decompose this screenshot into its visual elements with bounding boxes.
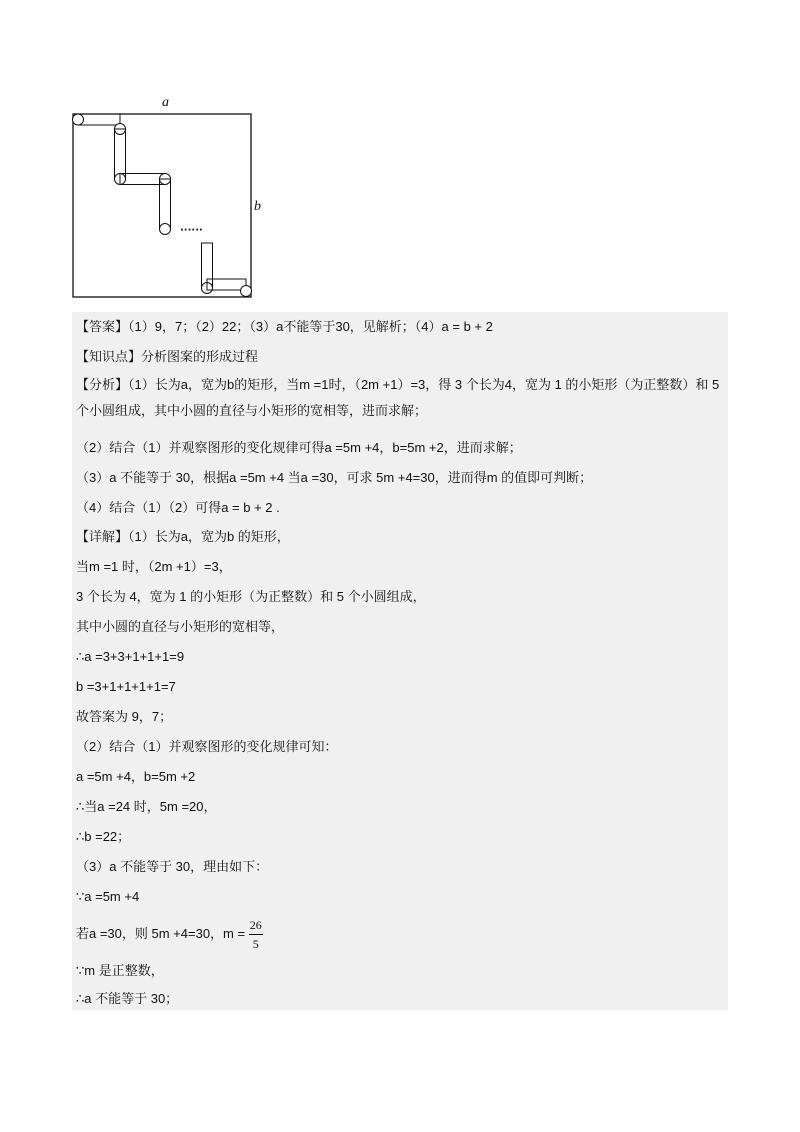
small-circle — [160, 224, 171, 235]
detail-line-14-text: 若a =30，则 5m +4=30，m = — [76, 925, 246, 941]
detail-line-9: a =5m +4，b=5m +2 — [76, 769, 196, 784]
detail-line-1: 【详解】（1）长为a，宽为b 的矩形， — [76, 529, 290, 544]
solution-panel — [72, 312, 728, 1010]
detail-line-15: ∵m 是正整数， — [76, 963, 164, 978]
detail-line-10: ∴当a =24 时，5m =20， — [76, 799, 217, 814]
answer-line: 【答案】（1）9，7；（2）22；（3）a不能等于30，见解析；（4）a = b + 2 — [76, 319, 493, 334]
fraction-numerator: 26 — [249, 916, 263, 935]
pattern-figure — [68, 95, 268, 305]
detail-line-11: ∴b =22； — [76, 829, 131, 844]
detail-line-4: 其中小圆的直径与小矩形的宽相等， — [76, 619, 285, 634]
detail-line-8: （2）结合（1）并观察图形的变化规律可知： — [76, 739, 338, 754]
knowledge-line: 【知识点】分析图案的形成过程 — [76, 349, 259, 364]
detail-line-3: 3 个长为 4，宽为 1 的小矩形（为正整数）和 5 个小圆组成， — [76, 589, 426, 604]
small-rectangle — [78, 114, 120, 125]
detail-line-14 — [76, 916, 263, 953]
small-rectangle — [120, 174, 165, 185]
detail-line-13: ∵a =5m +4 — [76, 889, 140, 904]
analysis-line-4: （4）结合（1）（2）可得a = b + 2 . — [76, 500, 280, 515]
analysis-line-1: 【分析】（1）长为a，宽为b的矩形，当m =1时，（2m +1）=3，得 3 个长为4，宽为 1 的小矩形（为正整数）和 5 个小圆组成，其中小圆的直径与小矩形的宽相等，进而求解； — [76, 377, 720, 418]
small-rectangle — [115, 129, 126, 179]
detail-line-6: b =3+1+1+1+1=7 — [76, 679, 176, 694]
detail-line-5: ∴a =3+3+1+1+1=9 — [76, 649, 185, 664]
continuation-dots: ······ — [180, 225, 203, 236]
fraction — [249, 916, 263, 953]
pattern-diagram — [68, 95, 268, 305]
figure-label-a: a — [162, 95, 169, 110]
small-rectangle — [160, 179, 171, 229]
detail-line-12: （3）a 不能等于 30，理由如下： — [76, 859, 269, 874]
detail-line-16: ∴a 不能等于 30； — [76, 991, 179, 1006]
outer-rectangle — [73, 114, 251, 297]
small-circle — [241, 286, 252, 297]
detail-line-2: 当m =1 时，（2m +1）=3， — [76, 559, 232, 574]
analysis-line-2: （2）结合（1）并观察图形的变化规律可得a =5m +4，b=5m +2，进而求解； — [76, 440, 522, 455]
small-circle — [73, 114, 84, 125]
detail-line-7: 故答案为 9，7； — [76, 709, 173, 724]
figure-label-b: b — [254, 199, 261, 214]
fraction-denominator: 5 — [252, 937, 259, 951]
analysis-line-3: （3）a 不能等于 30，根据a =5m +4 当a =30，可求 5m +4=30，进而得m 的值即可判断； — [76, 470, 593, 485]
